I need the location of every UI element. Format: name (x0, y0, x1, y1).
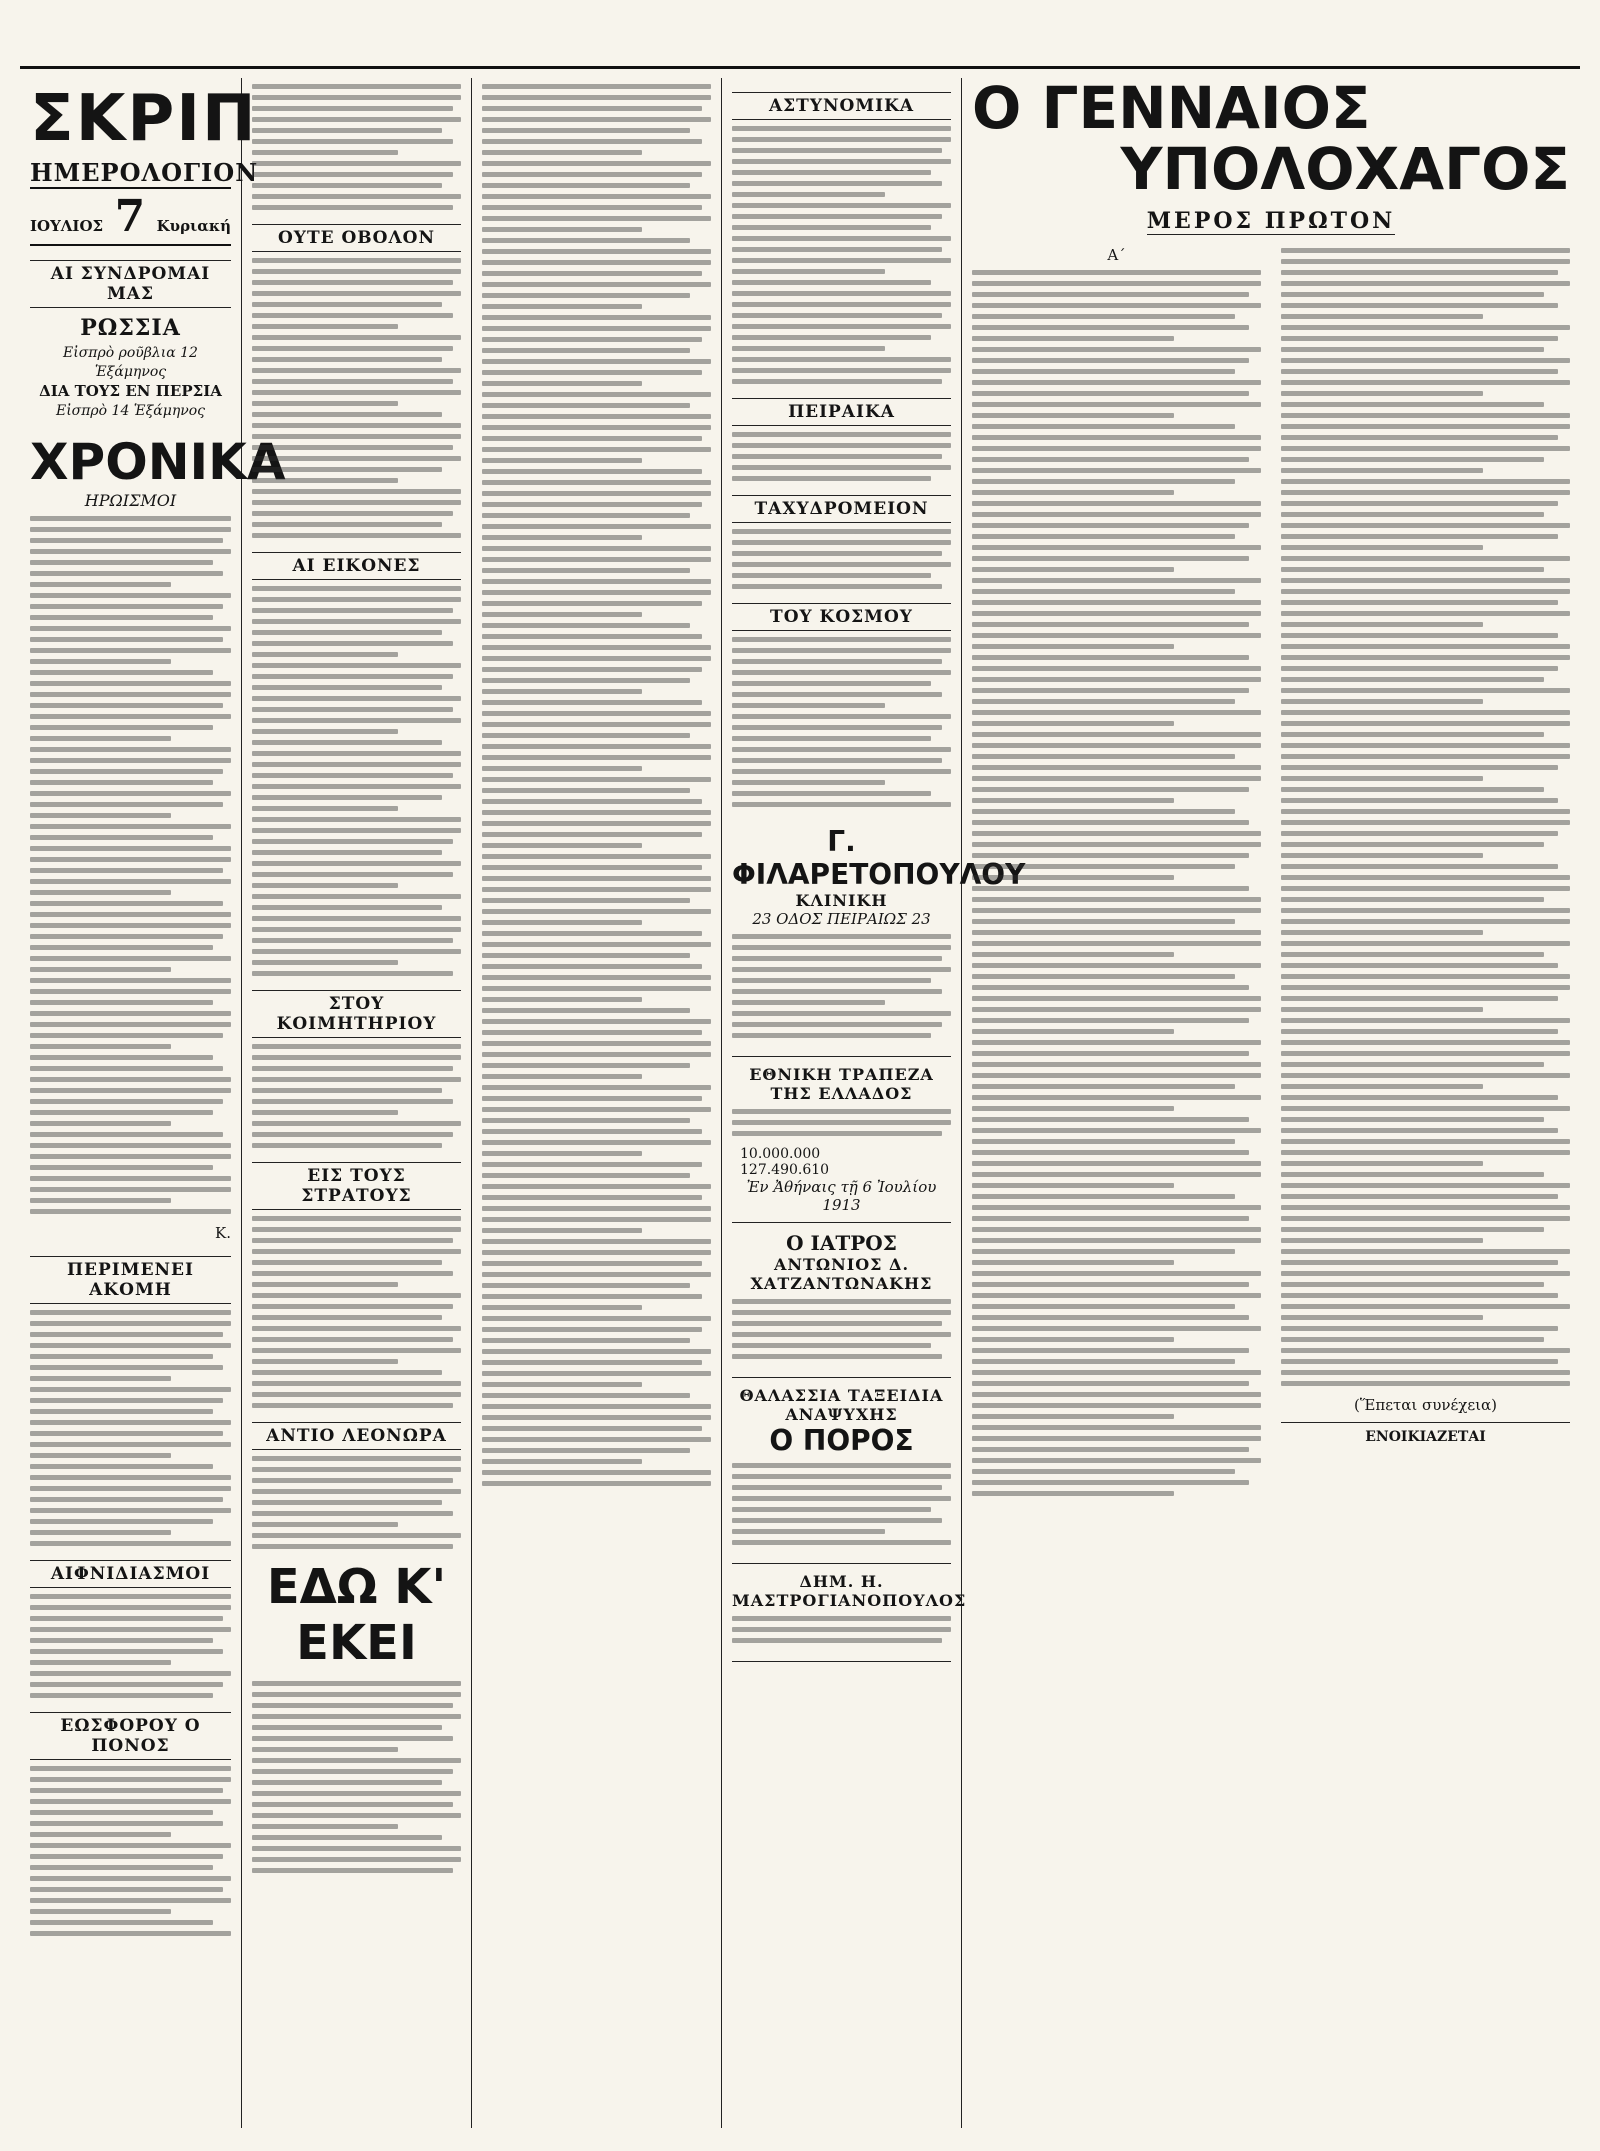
top-rule (20, 66, 1580, 69)
section-aifnidiasmoi: ΑΙΦΝΙΔΙΑΣΜΟΙ (30, 1560, 231, 1588)
section-eis-tous-stratous: ΕΙΣ ΤΟΥΣ ΣΤΡΑΤΟΥΣ (252, 1162, 461, 1210)
date-weekday: Κυριακή (156, 217, 231, 235)
section-perimenei: ΠΕΡΙΜΕΝΕΙ ΑΚΟΜΗ (30, 1256, 231, 1304)
ad-national-bank (732, 1057, 951, 1223)
column-2 (242, 78, 472, 2128)
article-text (972, 270, 1261, 1496)
feuilleton-body (972, 242, 1570, 1506)
section-stou-koimitiriou: ΣΤΟΥ ΚΟΙΜΗΤΗΡΙΟΥ (252, 990, 461, 1038)
subscriptions-note-1: Εἰσπρὸ ροῦβλια 12 Ἑξάμηνος (63, 344, 198, 380)
article-text (252, 1456, 461, 1549)
subscriptions-title: ΑΙ ΣΥΝΔΡΟΜΑΙ ΜΑΣ (30, 260, 231, 308)
ad-doctor-clinic: ΚΛΙΝΙΚΗ (795, 891, 888, 910)
feuilleton-continued: (Ἕπεται συνέχεια) (1353, 1395, 1498, 1414)
article-text (30, 516, 231, 1214)
feuilleton-col-left (972, 242, 1261, 1506)
ad-thalassia (732, 1378, 951, 1564)
chronika-title: ΧΡΟΝΙΚΑ (30, 432, 286, 491)
section-oute-obolon: ΟΥΤΕ ΟΒΟΛΟΝ (252, 224, 461, 252)
subscriptions-line-2: ΔΙΑ ΤΟΥΣ ΕΝ ΠΕΡΣΙΑ (39, 382, 222, 401)
ad-mastrogianopoulos-name: ΔΗΜ. Η. ΜΑΣΤΡΟΓΙΑΝΟΠΟΥΛΟΣ (732, 1572, 967, 1610)
column-feuilleton (962, 74, 1580, 2128)
feuilleton-headline-1: Ο ΓΕΝΝΑΙΟΣ (972, 74, 1371, 142)
column-4 (722, 78, 1026, 2128)
subscriptions-box (30, 314, 231, 421)
section-edo-kei: ΕΔΩ Κ' ΕΚΕΙ (266, 1559, 447, 1671)
bank-amount-2: 127.490.610 (740, 1162, 830, 1178)
ad-doctor-address: 23 ΟΔΟΣ ΠΕΙΡΑΙΩΣ 23 (752, 910, 931, 928)
subscriptions-note-2: Εἰσπρὸ 14 Ἑξάμηνος (55, 402, 206, 419)
article-text (30, 1310, 231, 1546)
article-text (1281, 248, 1570, 1386)
feuilleton-col-right (1281, 242, 1570, 1506)
article-text (252, 258, 461, 538)
section-eosforou: ΕΩΣΦΟΡΟΥ Ο ΠΟΝΟΣ (30, 1712, 231, 1760)
ad-iatros-name: ΑΝΤΩΝΙΟΣ Δ. ΧΑΤΖΑΝΤΩΝΑΚΗΣ (750, 1255, 933, 1293)
feuilleton-part-label: ΜΕΡΟΣ ΠΡΩΤΟΝ (1146, 207, 1396, 234)
ad-iatros-title: Ο ΙΑΤΡΟΣ (786, 1231, 897, 1255)
article-text (252, 1681, 461, 1873)
article-text (732, 637, 951, 807)
article-text (482, 84, 711, 1486)
subscriptions-country: ΡΩΣΣΙΑ (80, 315, 181, 341)
ad-bank-date: Ἐν Ἀθήναις τῇ 6 Ἰουλίου 1913 (746, 1178, 937, 1214)
bank-amount-1: 10.000.000 (740, 1146, 821, 1162)
masthead-subtitle: ΗΜΕΡΟΛΟΓΙΟΝ (30, 158, 259, 187)
ad-thalassia-title: ΘΑΛΑΣΣΙΑ ΤΑΞΕΙΔΙΑ ΑΝΑΨΥΧΗΣ (739, 1386, 944, 1424)
section-taxydromeion: ΤΑΧΥΔΡΟΜΕΙΟΝ (732, 495, 951, 523)
feuilleton-headline-2: ΥΠΟΛΟΧΑΓΟΣ (1120, 134, 1570, 203)
article-text (732, 126, 951, 384)
ad-iatros (732, 1223, 951, 1378)
feuilleton-footer-notice: ΕΝΟΙΚΙΑΖΕΤΑΙ (1281, 1422, 1570, 1445)
section-peiraika: ΠΕΙΡΑΙΚΑ (732, 398, 951, 426)
masthead-title: ΣΚΡΙΠ (30, 82, 258, 156)
ad-doctor-name: Γ. ΦΙΛΑΡΕΤΟΠΟΥΛΟΥ (732, 825, 1026, 891)
section-ai-eikones: ΑΙ ΕΙΚΟΝΕΣ (252, 552, 461, 580)
section-antio-leonora: ΑΝΤΙΟ ΛΕΟΝΩΡΑ (252, 1422, 461, 1450)
article-text (252, 84, 461, 210)
ad-mastrogianopoulos (732, 1564, 967, 1662)
date-row (30, 189, 231, 246)
ad-poros-title: Ο ΠΟΡΟΣ (769, 1424, 914, 1457)
ad-bank-title: ΕΘΝΙΚΗ ΤΡΑΠΕΖΑ ΤΗΣ ΕΛΛΑΔΟΣ (749, 1065, 934, 1103)
article-text (252, 1216, 461, 1408)
feuilleton-chapter: Α΄ (1107, 245, 1126, 264)
date-day: 7 (114, 191, 146, 242)
article-signature: Κ. (215, 1223, 231, 1242)
column-3 (472, 78, 722, 2128)
article-text (252, 1044, 461, 1148)
article-text (732, 529, 951, 589)
column-1 (20, 78, 286, 2128)
section-astynomika: ΑΣΤΥΝΟΜΙΚΑ (732, 92, 951, 120)
chronika-subtitle: ΗΡΩΙΣΜΟΙ (84, 490, 177, 510)
ad-doctor-filaretopoulou (732, 817, 1026, 1057)
article-text (30, 1766, 231, 1936)
feuilleton-part (972, 208, 1570, 234)
article-text (732, 432, 951, 481)
date-month: ΙΟΥΛΙΟΣ (30, 217, 104, 235)
article-text (252, 586, 461, 976)
article-text (30, 1594, 231, 1698)
section-tou-kosmou: ΤΟΥ ΚΟΣΜΟΥ (732, 603, 951, 631)
